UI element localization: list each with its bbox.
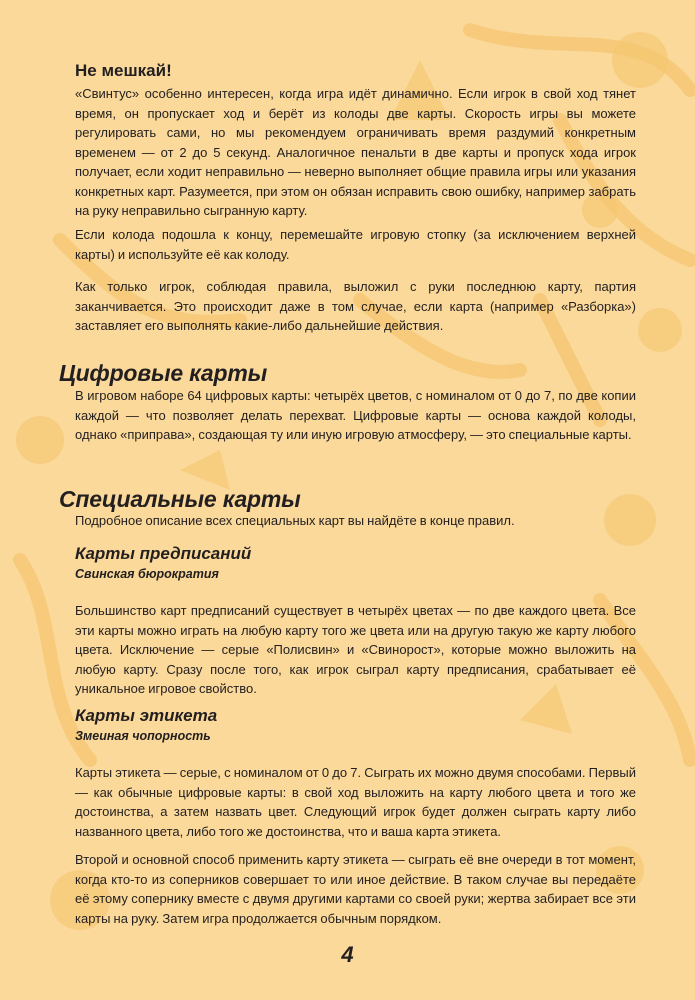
paragraph: В игровом наборе 64 цифровых карты: четырёх цветов, с номиналом от 0 до 7, по две копии каждой — что позволяет делать перехват. Цифровые карты — основа каждой колоды, однако «приправа», создающая ту или иную игровую атмосферу, — это специальные карты.: [75, 388, 636, 442]
page-number: 4: [341, 942, 354, 967]
section-subtitle: Змеиная чопорность: [75, 729, 211, 743]
paragraph: Как только игрок, соблюдая правила, выложил с руки последнюю карту, партия заканчивается. Это происходит даже в том случае, если карта (например «Разборка») заставляет его выполнять какие-либо дальнейшие действия.: [75, 279, 636, 333]
section-title-prescription-cards: Карты предписаний: [75, 544, 252, 563]
paragraph: Большинство карт предписаний существует в четырёх цветах — по две каждого цвета. Все эти карты можно играть на любую карту того же цвета или на другую такую же карту любого цвета. Исключение — серые «Полисвин» и «Свинорост», которые можно выложить на любую карту. Сразу после того, как игрок сыграл карту предписания, срабатывает её уникальное игровое свойство.: [75, 603, 636, 696]
paragraph: Если колода подошла к концу, перемешайте игровую стопку (за исключением верхней карты) и используйте её как колоду.: [75, 227, 636, 262]
paragraph: Карты этикета — серые, с номиналом от 0 до 7. Сыграть их можно двумя способами. Первый — как обычные цифровые карты: в свой ход выложить на карту любого цвета и того же достоинства, а затем назвать цвет. Следующий игрок будет должен сыграть карту либо названного цвета, либо того же достоинства, что и ваша карта этикета.: [75, 765, 636, 839]
paragraph: Второй и основной способ применить карту этикета — сыграть её вне очереди в тот момент, когда кто-то из соперников совершает то или иное действие. В таком случае вы передаёте её этому сопернику вместе с двумя другими картами со своей руки; жертва забирает все эти карты на руку. Затем игра продолжается обычным порядком.: [75, 852, 636, 926]
section-title-special-cards: Специальные карты: [59, 486, 301, 512]
section-title-no-disturb: Не мешкай!: [75, 61, 172, 80]
paragraph: «Свинтус» особенно интересен, когда игра идёт динамично. Если игрок в свой ход тянет время, он пропускает ход и берёт из колоды две карты. Скорость игры вы можете регулировать сами, но мы рекомендуем ограничивать время раздумий конкретным временем — от 2 до 5 секунд. Аналогичное пенальти в две карты и пропуск хода игрок получает, если ходит неправильно — неверно выполняет общие правила игры или указания конкретных карт. Разумеется, при этом он обязан исправить свою ошибку, например забрать на руку неправильно сыгранную карту.: [75, 86, 636, 218]
section-title-digital-cards: Цифровые карты: [59, 360, 268, 386]
section-subtitle: Свинская бюрократия: [75, 567, 219, 581]
paragraph: Подробное описание всех специальных карт вы найдёте в конце правил.: [75, 513, 515, 528]
section-title-etiquette-cards: Карты этикета: [75, 706, 218, 725]
